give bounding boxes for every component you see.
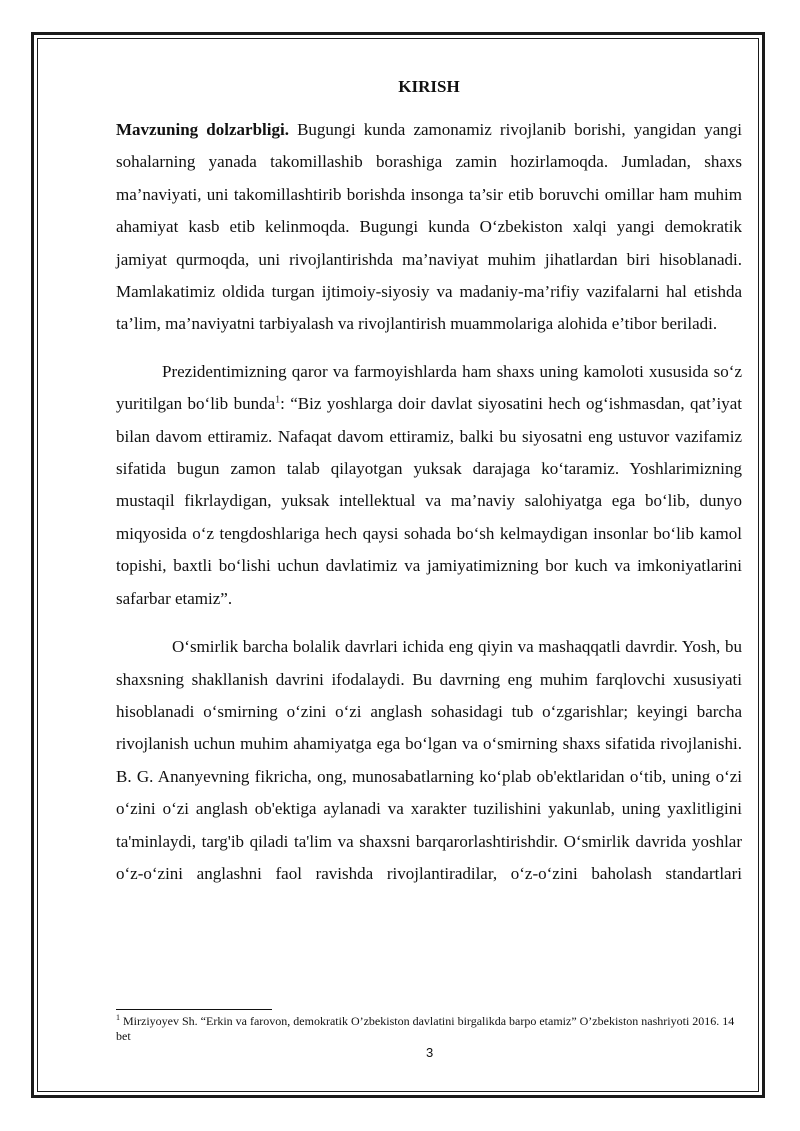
paragraph-text: O‘smirlik barcha bolalik davrlari ichida eng qiyin va mashaqqatli davrdir. Yosh, bu shaxsning shakllanish davrini ifodalaydi. Bu davrning eng muhim farqlovchi xususiyati hisoblanadi o‘smirning o‘zini o‘zi anglash sohasidagi tub o‘zgarishlar; keyingi barcha rivojlanish uchun muhim ahamiyatga ega bo‘lgan va o‘smirning shaxs sifatida rivojlanishi. B. G. Ananyevning fikricha, ong, munosabatlarning ko‘plab ob'ektlaridan o‘tib, uning o‘zi o‘zini o‘zi anglash ob'ektiga aylanadi va xarakter tuzilishini yakunlab, uning yaxlitligini ta'minlaydi, targ'ib qiladi ta'lim va shaxsni barqarorlashtirishdir. O‘smirlik davrida yoshlar o‘z-o‘zini anglashni faol ravishda rivojlantiradilar, o‘z-o‘zini baholash standartlari — [116, 637, 742, 883]
footnote-reference[interactable]: 1 — [275, 394, 281, 406]
footnote-marker: 1 — [116, 1013, 120, 1022]
page-number: 3 — [426, 1045, 434, 1060]
paragraph-adolescence — [116, 631, 742, 923]
footnote-separator — [116, 1009, 272, 1010]
footnote-text: Mirziyoyev Sh. “Erkin va farovon, demokratik O’zbekiston davlatini birgalikda barpo etamiz” O’zbekiston nashriyoti 2016. 14 bet — [116, 1014, 735, 1043]
paragraph-lead: Mavzuning dolzarbligi. — [116, 120, 289, 139]
paragraph-president-quote — [116, 356, 742, 615]
paragraph-text: Bugungi kunda zamonamiz rivojlanib borishi, yangidan yangi sohalarning yanada takomillashib borashiga zamin hozirlamoqda. Jumladan, shaxs ma’naviyati, uni takomillashtirib borishda insonga ta’sir etib boruvchi omillar ham muhim ahamiyat kasb etib kelinmoqda. Bugungi kunda O‘zbekiston xalqi yangi demokratik jamiyat qurmoqda, uni rivojlantirishda ma’naviyat muhim jihatlardan biri hisoblanadi. Mamlakatimiz oldida turgan ijtimoiy-siyosiy va madaniy-ma’rifiy vazifalarni hal etishda ta’lim, ma’naviyatni tarbiyalash va rivojlantirish muammolariga alohida e’tibor beriladi. — [116, 120, 742, 334]
paragraph-text: Prezidentimizning qaror va farmoyishlarda ham shaxs uning kamoloti xususida so‘z yuritilgan bo‘lib bunda — [116, 361, 742, 414]
page-body — [116, 68, 742, 923]
paragraph-relevance — [116, 114, 742, 341]
chapter-heading: KIRISH — [398, 77, 460, 96]
paragraph-text: : “Biz yoshlarga doir davlat siyosatini hech og‘ishmasdan, qat’iyat bilan davom ettiramiz. Nafaqat davom ettiramiz, balki bu siyosatni eng ustuvor vazifamiz sifatida bugun zamon talab qilayotgan yuksak darajaga ko‘taramiz. Yoshlarimizning mustaqil fikrlaydigan, yuksak intellektual va ma’naviy salohiyatga ega bo‘lib, dunyo miqyosida o‘z tengdoshlariga hech qaysi sohada bo‘sh kelmaydigan insonlar bo‘lib kamol topishi, baxtli bo‘lishi uchun davlatimiz va jamiyatimizning bor kuch va imkoniyatlarini safarbar etamiz”. — [116, 394, 742, 608]
footnote — [116, 1014, 736, 1043]
